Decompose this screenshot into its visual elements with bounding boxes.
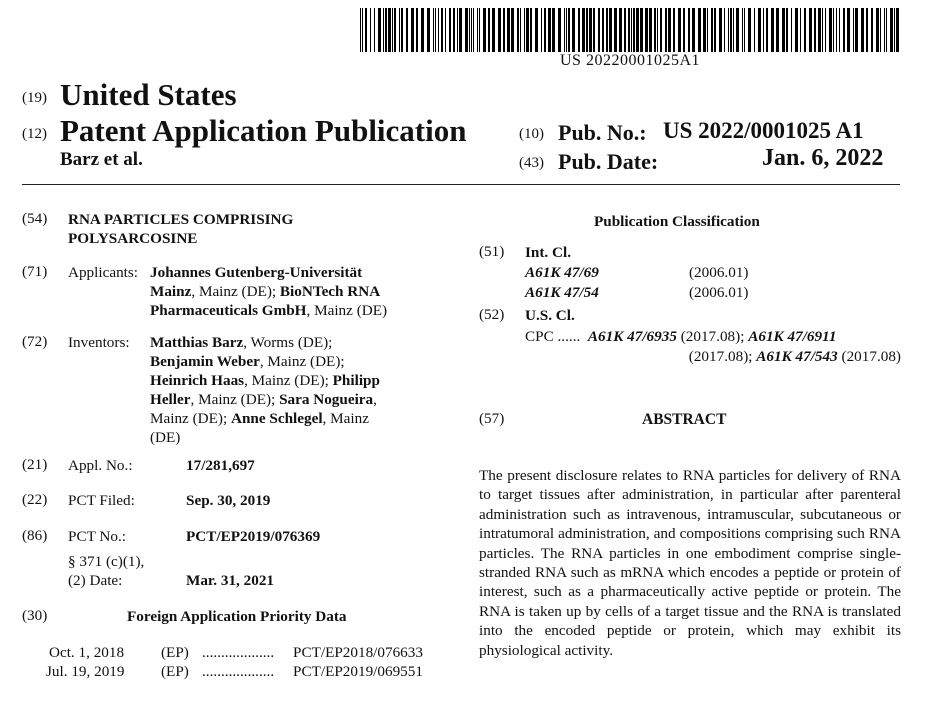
barcode-bar — [609, 8, 612, 52]
barcode-bar — [383, 8, 384, 52]
barcode-bar — [724, 8, 725, 52]
barcode-bar — [445, 8, 446, 52]
priority-office: (EP) — [161, 663, 189, 680]
pct-filed-value: Sep. 30, 2019 — [186, 492, 271, 509]
barcode-bar — [833, 8, 834, 52]
cpc-version: (2017.08); — [688, 347, 757, 365]
inventors-label: Inventors: — [68, 334, 130, 351]
barcode-bar — [392, 8, 393, 52]
barcode-bar — [488, 8, 490, 52]
barcode-bar — [511, 8, 514, 52]
barcode-bar — [843, 8, 845, 52]
barcode-bar — [654, 8, 656, 52]
applicant-name: Johannes Gutenberg-Universität — [150, 264, 363, 281]
header-divider — [22, 184, 900, 185]
barcode-bar — [876, 8, 879, 52]
title-line-2: POLYSARCOSINE — [68, 230, 198, 247]
barcode-bar — [748, 8, 751, 52]
int-cl-class: A61K 47/69 — [525, 264, 599, 281]
classification-heading: Publication Classification — [594, 213, 760, 230]
barcode-bar — [668, 8, 671, 52]
barcode-bar — [866, 8, 868, 52]
barcode-bar — [568, 8, 570, 52]
barcode-bar — [572, 8, 575, 52]
barcode-bar — [855, 8, 858, 52]
barcode-bar — [619, 8, 622, 52]
barcode-bar — [884, 8, 885, 52]
barcode-bar — [771, 8, 774, 52]
cpc-label: CPC ...... — [525, 328, 581, 345]
inid-19: (19) — [22, 90, 47, 106]
barcode-bar — [365, 8, 367, 52]
barcode-bar — [582, 8, 585, 52]
appl-no-label: Appl. No.: — [68, 457, 133, 474]
barcode-bar — [385, 8, 387, 52]
barcode-bar — [433, 8, 434, 52]
pub-date-value: Jan. 6, 2022 — [762, 145, 884, 171]
barcode-bar — [871, 8, 873, 52]
barcode-bar — [362, 8, 363, 52]
priority-number: PCT/EP2018/076633 — [293, 644, 423, 661]
barcode-bar — [636, 8, 639, 52]
barcode-bar — [479, 8, 480, 52]
barcode-bar — [503, 8, 505, 52]
inventor-location: , — [373, 391, 377, 408]
inid-43: (43) — [519, 155, 544, 171]
appl-no-value: 17/281,697 — [186, 457, 255, 474]
priority-date: Oct. 1, 2018 — [49, 644, 125, 661]
barcode — [360, 8, 900, 52]
inventor-location: , Mainz — [322, 410, 369, 427]
applicants-line-2 — [150, 282, 380, 301]
barcode-bar — [593, 8, 595, 52]
barcode-bar — [507, 8, 510, 52]
barcode-bar — [698, 8, 701, 52]
barcode-bar — [809, 8, 812, 52]
inid-21: (21) — [22, 456, 48, 473]
barcode-bar — [665, 8, 667, 52]
barcode-bar — [711, 8, 713, 52]
barcode-bar — [411, 8, 414, 52]
int-cl-class: A61K 47/54 — [525, 284, 599, 301]
applicant-name: BioNTech RNA — [279, 283, 381, 300]
barcode-bar — [736, 8, 739, 52]
applicants-line-1 — [150, 263, 362, 282]
barcode-bar — [730, 8, 732, 52]
barcode-bar — [394, 8, 396, 52]
barcode-bar — [406, 8, 408, 52]
barcode-bar — [614, 8, 617, 52]
barcode-bar — [703, 8, 706, 52]
int-cl-label: Int. Cl. — [525, 244, 571, 261]
barcode-bar — [438, 8, 439, 52]
inid-30: (30) — [22, 607, 48, 624]
barcode-bar — [825, 8, 826, 52]
barcode-bar — [754, 8, 755, 52]
barcode-bar — [742, 8, 743, 52]
barcode-bar — [894, 8, 895, 52]
barcode-bar — [707, 8, 708, 52]
authors: Barz et al. — [60, 149, 143, 170]
barcode-bar — [822, 8, 823, 52]
barcode-bar — [586, 8, 588, 52]
barcode-bar — [791, 8, 792, 52]
barcode-bar — [814, 8, 816, 52]
cpc-class: A61K 47/543 — [756, 347, 838, 365]
barcode-bar — [578, 8, 580, 52]
cpc-classification — [525, 327, 901, 366]
priority-date: Jul. 19, 2019 — [46, 663, 125, 680]
barcode-bar — [421, 8, 424, 52]
inventors-line-1 — [150, 333, 332, 352]
barcode-bar — [890, 8, 893, 52]
barcode-bar — [552, 8, 555, 52]
barcode-bar — [719, 8, 722, 52]
us-cl-label: U.S. Cl. — [525, 307, 575, 324]
barcode-bar — [782, 8, 785, 52]
inventor-location: , Worms (DE); — [243, 334, 333, 351]
cpc-version: (2017.08); — [676, 328, 749, 345]
pub-no-value: US 2022/0001025 A1 — [663, 118, 864, 143]
inid-57: (57) — [479, 410, 505, 427]
section-371-date: Mar. 31, 2021 — [186, 572, 275, 589]
priority-office: (EP) — [161, 644, 189, 661]
barcode-bar — [471, 8, 472, 52]
barcode-bar — [640, 8, 643, 52]
inventor-name: Heinrich Haas — [150, 372, 245, 389]
barcode-bar — [733, 8, 734, 52]
pct-no-value: PCT/EP2019/076369 — [186, 528, 321, 545]
barcode-bar — [602, 8, 604, 52]
inid-10: (10) — [519, 126, 544, 142]
barcode-bar — [886, 8, 887, 52]
barcode-bar — [896, 8, 899, 52]
barcode-bar — [541, 8, 542, 52]
barcode-bar — [530, 8, 532, 52]
barcode-bar — [657, 8, 658, 52]
barcode-bar — [836, 8, 837, 52]
cpc-class: A61K 47/6935 — [587, 328, 677, 345]
priority-dots: ................... — [202, 644, 275, 661]
barcode-bar — [374, 8, 375, 52]
inventor-name: Anne Schlegel — [230, 410, 323, 427]
barcode-bar — [631, 8, 632, 52]
barcode-bar — [477, 8, 478, 52]
barcode-bar — [388, 8, 391, 52]
pct-no-label: PCT No.: — [68, 528, 126, 545]
inventor-location: (DE) — [150, 429, 181, 446]
inventor-location: , Mainz (DE); — [244, 372, 333, 389]
priority-heading: Foreign Application Priority Data — [127, 608, 347, 625]
inventors-line-2 — [150, 352, 345, 371]
barcode-bar — [589, 8, 592, 52]
barcode-bar — [566, 8, 567, 52]
barcode-bar — [763, 8, 764, 52]
priority-number: PCT/EP2019/069551 — [293, 663, 423, 680]
barcode-bar — [853, 8, 854, 52]
barcode-bar — [548, 8, 551, 52]
inid-54: (54) — [22, 210, 48, 227]
barcode-bar — [728, 8, 729, 52]
priority-dots: ................... — [202, 663, 275, 680]
section-371-label: § 371 (c)(1), — [68, 553, 145, 570]
barcode-bar — [758, 8, 761, 52]
applicant-location: , Mainz (DE); — [191, 283, 280, 300]
abstract-heading: ABSTRACT — [642, 411, 727, 428]
barcode-bar — [483, 8, 486, 52]
barcode-bar — [520, 8, 521, 52]
inventor-name: Benjamin Weber — [150, 353, 260, 370]
applicant-location: , Mainz (DE) — [306, 302, 388, 319]
inid-86: (86) — [22, 527, 48, 544]
inventor-name: Heller — [150, 391, 191, 408]
inventors-line-6 — [150, 428, 180, 447]
barcode-bar — [598, 8, 600, 52]
inventor-name: Matthias Barz — [150, 334, 244, 351]
applicant-name: Mainz — [150, 283, 192, 300]
barcode-bar — [766, 8, 768, 52]
barcode-bar — [818, 8, 821, 52]
barcode-bar — [435, 8, 436, 52]
barcode-bar — [370, 8, 371, 52]
barcode-bar — [624, 8, 626, 52]
barcode-bar — [465, 8, 468, 52]
barcode-bar — [776, 8, 779, 52]
section-371-date-label: (2) Date: — [68, 572, 123, 589]
title-line-1: RNA PARTICLES COMPRISING — [68, 211, 294, 228]
int-cl-version: (2006.01) — [689, 264, 749, 281]
cpc-version: (2017.08) — [837, 347, 901, 365]
barcode-bar — [453, 8, 455, 52]
barcode-bar — [649, 8, 652, 52]
barcode-bar — [804, 8, 806, 52]
barcode-bar — [692, 8, 695, 52]
barcode-bar — [628, 8, 630, 52]
barcode-bar — [786, 8, 788, 52]
barcode-bar — [535, 8, 538, 52]
barcode-bar — [526, 8, 529, 52]
barcode-bar — [378, 8, 381, 52]
applicant-name: Pharmaceuticals GmbH — [150, 302, 307, 319]
barcode-bar — [492, 8, 495, 52]
document-type: Patent Application Publication — [60, 113, 467, 148]
barcode-bar — [829, 8, 832, 52]
barcode-bar — [645, 8, 648, 52]
inid-22: (22) — [22, 491, 48, 508]
inid-72: (72) — [22, 333, 48, 350]
inid-12: (12) — [22, 126, 47, 142]
barcode-bar — [517, 8, 519, 52]
barcode-bar — [714, 8, 716, 52]
barcode-bar — [633, 8, 635, 52]
inventor-location: , Mainz (DE); — [190, 391, 280, 408]
barcode-bar — [457, 8, 458, 52]
barcode-bar — [449, 8, 451, 52]
cpc-class: A61K 47/6911 — [748, 328, 837, 345]
barcode-bar — [861, 8, 864, 52]
barcode-bar — [688, 8, 690, 52]
barcode-bar — [673, 8, 675, 52]
barcode-bar — [544, 8, 546, 52]
barcode-bar — [473, 8, 474, 52]
inventor-location: Mainz (DE); — [150, 410, 231, 427]
inventor-name: Philipp — [332, 372, 380, 389]
inventor-location: , Mainz (DE); — [259, 353, 345, 370]
barcode-bar — [401, 8, 403, 52]
barcode-bar — [839, 8, 840, 52]
barcode-bar — [800, 8, 801, 52]
pub-no-label: Pub. No.: — [558, 120, 647, 145]
barcode-bar — [847, 8, 850, 52]
applicants-line-3 — [150, 301, 387, 320]
barcode-bar — [744, 8, 745, 52]
barcode-bar — [427, 8, 430, 52]
barcode-bar — [678, 8, 681, 52]
barcode-bar — [498, 8, 501, 52]
pub-date-label: Pub. Date: — [558, 149, 659, 174]
barcode-bar — [399, 8, 400, 52]
barcode-bar — [360, 8, 361, 52]
barcode-bar — [660, 8, 662, 52]
barcode-bar — [459, 8, 462, 52]
barcode-bar — [441, 8, 443, 52]
inid-52: (52) — [479, 306, 505, 323]
barcode-bar — [683, 8, 685, 52]
barcode-bar — [880, 8, 881, 52]
barcode-bar — [469, 8, 470, 52]
pct-filed-label: PCT Filed: — [68, 492, 135, 509]
barcode-bar — [416, 8, 418, 52]
applicants-label: Applicants: — [68, 264, 139, 281]
int-cl-version: (2006.01) — [689, 284, 749, 301]
inventor-name: Sara Nogueira — [279, 391, 374, 408]
barcode-bar — [606, 8, 608, 52]
inid-51: (51) — [479, 243, 505, 260]
barcode-bar — [558, 8, 561, 52]
barcode-bar — [564, 8, 565, 52]
inventors-line-3 — [150, 371, 380, 390]
country: United States — [60, 77, 237, 112]
inventors-line-5 — [150, 409, 369, 428]
abstract-text: The present disclosure relates to RNA particles for delivery of RNA to target tissues after administration, in particular after parenteral administration such as intravenous, intramuscular, subcutaneous or intratumoral administration, and compositions comprising such RNA particles. The RNA particles in one embodiment comprise single-stranded RNA such as mRNA which encodes a peptide or protein of interest, such as a pharmaceutically active peptide or protein. The RNA is taken up by cells of a target tissue and the RNA is translated into the encoded peptide or protein, which may exhibit its physiological activity. — [479, 467, 901, 659]
barcode-bar — [524, 8, 525, 52]
barcode-bar — [795, 8, 798, 52]
barcode-number: US 20220001025A1 — [560, 52, 701, 69]
inventors-line-4 — [150, 390, 377, 409]
inid-71: (71) — [22, 263, 48, 280]
